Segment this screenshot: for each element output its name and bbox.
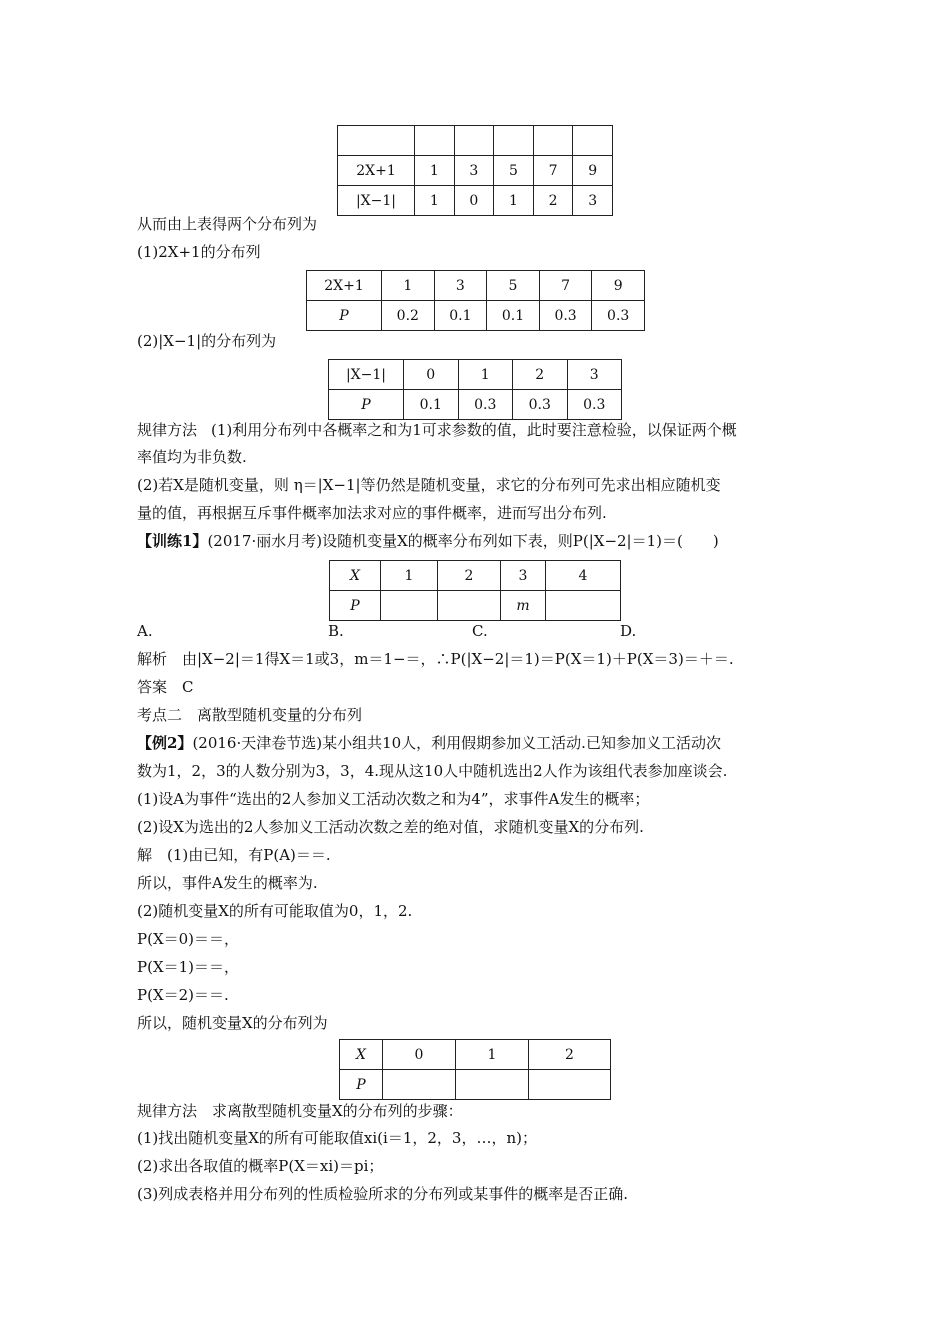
table-cell: 0.3 [539, 301, 592, 331]
solution-text: (2)随机变量X的所有可能取值为0，1，2. [137, 902, 413, 920]
table-cell [494, 126, 534, 156]
table-header-cell: 1 [456, 1040, 529, 1070]
rule-step: (2)求出各取值的概率P(X＝xi)＝pi； [137, 1157, 384, 1175]
table-header-cell: X [330, 561, 381, 591]
table-header-cell: 3 [501, 561, 546, 591]
rule-text: (1)利用分布列中各概率之和为1可求参数的值，此时要注意检验，以保证两个概 [211, 421, 737, 439]
table-cell [454, 126, 494, 156]
solution-text: P(X＝0)＝＝， [137, 930, 240, 948]
table-cell: |X−1| [338, 186, 415, 216]
analysis-text: 解析 由|X−2|＝1得X＝1或3，m＝1−＝，∴P(|X−2|＝1)＝P(X＝1)＋P(X＝3)＝＋＝. [137, 650, 734, 668]
table-header-cell: 7 [539, 271, 592, 301]
table-cell [456, 1070, 529, 1100]
table-cell [533, 126, 573, 156]
rule-text: 量的值，再根据互斥事件概率加法求对应的事件概率，进而写出分布列. [137, 504, 607, 522]
table-header-cell: 9 [592, 271, 645, 301]
table-cell: 9 [573, 156, 613, 186]
table-header-cell: 1 [382, 271, 435, 301]
table-cell: 2X+1 [338, 156, 415, 186]
table-cell: 0.1 [487, 301, 540, 331]
option-a: A. [137, 622, 153, 640]
table-cell: 2 [533, 186, 573, 216]
table-training [329, 560, 621, 621]
table-cell [338, 126, 415, 156]
table-top [337, 125, 613, 216]
table-header-cell: 3 [434, 271, 487, 301]
solution-text: P(X＝1)＝＝， [137, 958, 240, 976]
rule-step: (3)列成表格并用分布列的性质检验所求的分布列或某事件的概率是否正确. [137, 1185, 629, 1203]
table-solution [339, 1039, 611, 1100]
option-b: B. [328, 622, 344, 640]
example-text: (2016·天津卷节选)某小组共10人，利用假期参加义工活动.已知参加义工活动次 [192, 734, 721, 752]
table-cell [438, 591, 501, 621]
rule-method-heading: 规律方法 求离散型随机变量X的分布列的步骤： [137, 1102, 463, 1120]
rule-label: 规律方法 [137, 421, 198, 439]
table-2x-distribution [306, 270, 645, 331]
solution-text: 解 (1)由已知，有P(A)＝＝. [137, 846, 331, 864]
rule-text: 率值均为非负数. [137, 448, 247, 466]
table-cell: 0.2 [382, 301, 435, 331]
table-abs-distribution [328, 359, 622, 420]
table-header-cell: 3 [567, 360, 622, 390]
table-cell [546, 591, 621, 621]
rule-step: (1)找出随机变量X的所有可能取值xi(i＝1，2，3，…，n)； [137, 1129, 537, 1147]
table-cell: 0.1 [434, 301, 487, 331]
table-cell [383, 1070, 456, 1100]
table-header-cell: X [340, 1040, 383, 1070]
answer-text: 答案 C [137, 678, 194, 696]
table-header-cell: 1 [381, 561, 438, 591]
table-cell: 5 [494, 156, 534, 186]
table-cell: 7 [533, 156, 573, 186]
example-question: (1)设A为事件“选出的2人参加义工活动次数之和为4”，求事件A发生的概率； [137, 790, 650, 808]
table-cell: 3 [573, 186, 613, 216]
table-header-cell: 4 [546, 561, 621, 591]
solution-text: 所以，事件A发生的概率为. [137, 874, 318, 892]
option-c: C. [472, 622, 488, 640]
example-text: 数为1，2，3的人数分别为3，3，4.现从这10人中随机选出2人作为该组代表参加座谈会. [137, 762, 728, 780]
table-cell: P [330, 591, 381, 621]
rule-text: (2)若X是随机变量，则 η＝|X−1|等仍然是随机变量，求它的分布列可先求出相应随机变 [137, 476, 721, 494]
table-cell: P [340, 1070, 383, 1100]
section-heading: 考点二 离散型随机变量的分布列 [137, 706, 363, 724]
table-header-cell: 0 [404, 360, 459, 390]
table-header-cell: |X−1| [329, 360, 404, 390]
table-cell [415, 126, 455, 156]
table-cell: P [329, 390, 404, 420]
solution-text: P(X＝2)＝＝. [137, 986, 229, 1004]
example-label: 【例2】 [137, 734, 193, 752]
table-cell: 0.3 [513, 390, 568, 420]
paragraph-text: (1)2X+1的分布列 [137, 243, 261, 261]
table-header-cell: 2 [529, 1040, 611, 1070]
training-line [137, 531, 719, 551]
table-cell: 0.3 [592, 301, 645, 331]
table-cell: 0.3 [458, 390, 513, 420]
table-header-cell: 5 [487, 271, 540, 301]
table-cell: 0 [454, 186, 494, 216]
table-cell: 3 [454, 156, 494, 186]
table-cell: 0.1 [404, 390, 459, 420]
table-cell: 1 [415, 186, 455, 216]
table-cell [573, 126, 613, 156]
table-cell [381, 591, 438, 621]
paragraph-text: (2)|X−1|的分布列为 [137, 332, 277, 350]
example-question: (2)设X为选出的2人参加义工活动次数之差的绝对值，求随机变量X的分布列. [137, 818, 644, 836]
table-header-cell: 1 [458, 360, 513, 390]
paragraph-text: 从而由上表得两个分布列为 [137, 215, 318, 233]
example-line [137, 733, 721, 753]
option-d: D. [620, 622, 637, 640]
training-text: (2017·丽水月考)设随机变量X的概率分布列如下表，则P(|X−2|＝1)＝( ) [207, 532, 719, 550]
table-cell [529, 1070, 611, 1100]
table-cell: 0.3 [567, 390, 622, 420]
table-cell: 1 [415, 156, 455, 186]
table-header-cell: 2 [513, 360, 568, 390]
table-cell: P [307, 301, 382, 331]
table-cell: 1 [494, 186, 534, 216]
table-header-cell: 0 [383, 1040, 456, 1070]
rule-method-line [137, 420, 737, 440]
solution-text: 所以，随机变量X的分布列为 [137, 1014, 328, 1032]
table-cell: m [501, 591, 546, 621]
table-header-cell: 2 [438, 561, 501, 591]
training-label: 【训练1】 [137, 532, 208, 550]
table-header-cell: 2X+1 [307, 271, 382, 301]
